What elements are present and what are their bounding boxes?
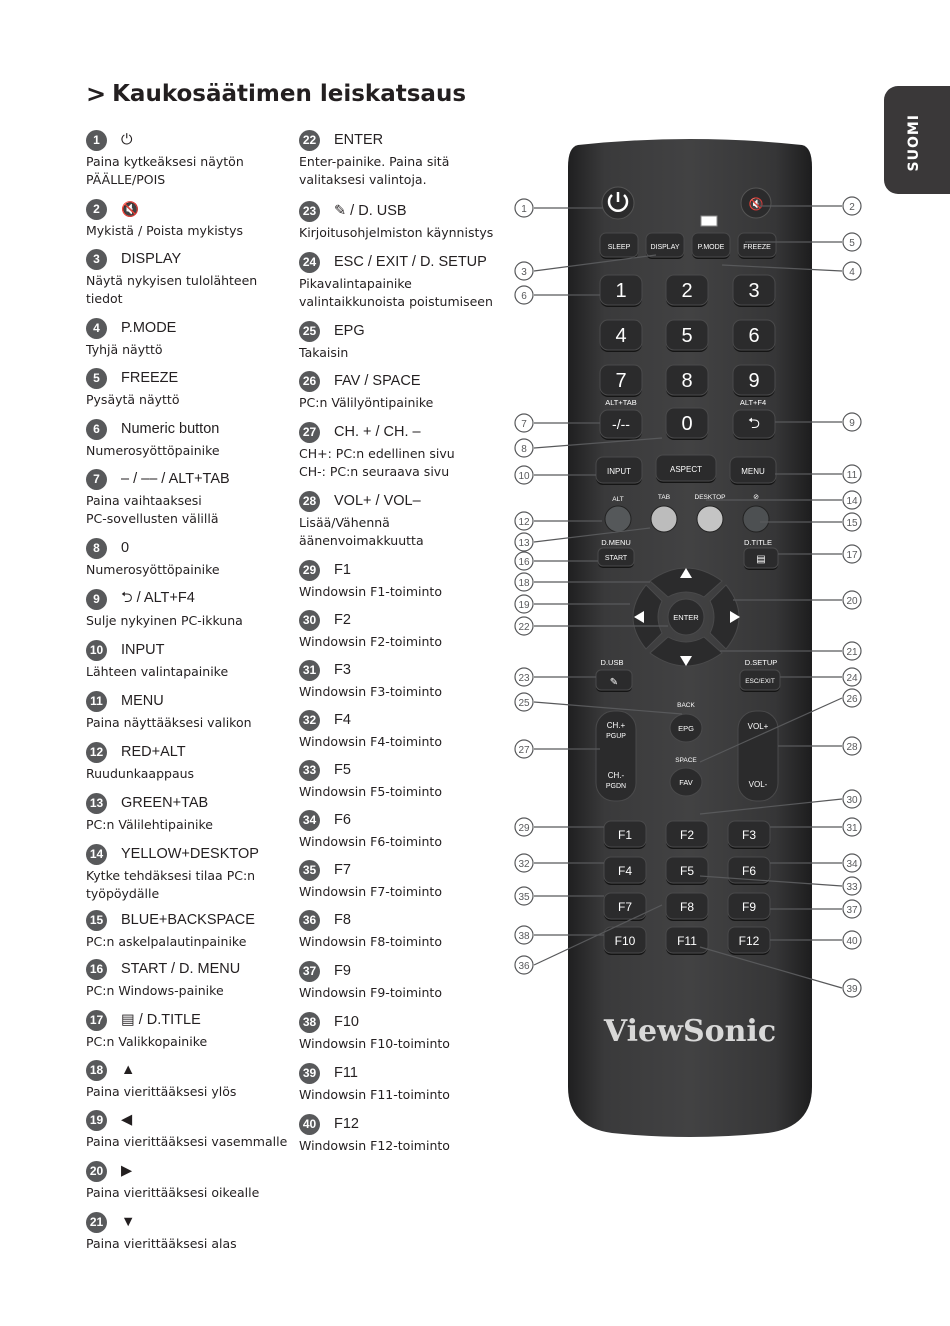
page-title-text: Kaukosäätimen leiskatsaus <box>112 81 467 107</box>
digit-2-label: 2 <box>681 280 693 302</box>
callout-number-badge: 4 <box>86 318 107 339</box>
callout-number-badge: 25 <box>299 321 320 342</box>
close-window-icon: ⮌ <box>747 415 761 432</box>
button-name: F10 <box>334 1014 359 1030</box>
callout-number-badge: 32 <box>299 710 320 731</box>
button-description: PC:n Välilyöntipainike <box>299 395 434 410</box>
callout-number: 39 <box>846 984 858 995</box>
digit-8-label: 8 <box>681 370 693 392</box>
button-description: Mykistä / Poista mykistys <box>86 223 243 238</box>
callout-number-badge: 40 <box>299 1114 320 1135</box>
digit-6-label: 6 <box>748 325 760 347</box>
callout-number-badge: 8 <box>86 538 107 559</box>
callout-number: 10 <box>518 471 530 482</box>
button-name: ▤ / D.TITLE <box>121 1012 201 1028</box>
pgdn-label: PGDN <box>605 783 627 790</box>
button-description: Kytke tehdäksesi tilaa PC:n työpöydälle <box>86 868 256 901</box>
callout-leader-line <box>722 265 842 271</box>
function-key-f1-label: F1 <box>617 828 633 842</box>
button-name: 0 <box>121 540 130 556</box>
callout-number-badge: 17 <box>86 1010 107 1031</box>
callout-number-badge: 34 <box>299 810 320 831</box>
backspace-icon: ⊘ <box>753 494 759 501</box>
button-name: F2 <box>334 612 351 628</box>
callout-number: 38 <box>518 931 530 942</box>
button-name: ▶ <box>121 1163 133 1179</box>
display-button-label: DISPLAY <box>650 244 680 251</box>
button-description: Numerosyöttöpainike <box>86 443 220 458</box>
callout-leader-line <box>534 528 650 542</box>
callout-number: 18 <box>518 578 530 589</box>
callout-number: 36 <box>518 961 530 972</box>
button-name: Numeric button <box>121 421 220 437</box>
callout-number-badge: 36 <box>299 910 320 931</box>
callout-number: 7 <box>521 419 527 430</box>
callout-number-badge: 19 <box>86 1110 107 1131</box>
button-name: F5 <box>334 762 351 778</box>
callout-number: 34 <box>846 859 858 870</box>
aspect-label: ASPECT <box>669 465 703 474</box>
button-description: PC:n Välilehtipainike <box>86 817 213 832</box>
button-name: ✎ / D. USB <box>334 203 407 219</box>
pmode-button-label: P.MODE <box>697 244 725 251</box>
button-name: ▲ <box>121 1062 136 1078</box>
callout-number-badge: 37 <box>299 961 320 982</box>
callout-number: 21 <box>846 647 858 658</box>
ch-plus-label: CH.+ <box>606 721 626 730</box>
function-key-f4-label: F4 <box>617 864 633 878</box>
dsetup-label: D.SETUP <box>744 658 778 667</box>
callout-number: 13 <box>518 538 530 549</box>
button-name: VOL+ / VOL– <box>334 493 421 509</box>
button-description: Windowsin F12-toiminto <box>299 1138 450 1153</box>
chevron-right-icon: > <box>86 80 107 108</box>
function-key-f6-label: F6 <box>741 864 757 878</box>
vol-plus-label: VOL+ <box>747 722 769 731</box>
callout-number-badge: 1 <box>86 130 107 151</box>
button-description: CH+: PC:n edellinen sivu CH-: PC:n seuraava sivu <box>299 446 455 479</box>
callout-number-badge: 12 <box>86 742 107 763</box>
button-description: Sulje nykyinen PC-ikkuna <box>86 613 243 628</box>
callout-number: 3 <box>521 267 527 278</box>
button-description: Windowsin F8-toiminto <box>299 934 442 949</box>
button-description: Paina vierittääksesi oikealle <box>86 1185 260 1200</box>
callout-leader-line <box>534 438 662 448</box>
button-description: PC:n askelpalautinpainike <box>86 934 247 949</box>
button-name: FREEZE <box>121 370 179 386</box>
callout-number-badge: 6 <box>86 419 107 440</box>
button-name: EPG <box>334 323 365 339</box>
function-key-f2-label: F2 <box>679 828 695 842</box>
button-description: Windowsin F7-toiminto <box>299 884 442 899</box>
function-key-f7-label: F7 <box>617 900 633 914</box>
callout-leader-line <box>534 255 656 271</box>
button-name: CH. + / CH. – <box>334 424 421 440</box>
button-name: ▼ <box>121 1214 136 1230</box>
button-description: PC:n Valikkopainike <box>86 1034 208 1049</box>
button-name: F1 <box>334 562 351 578</box>
button-name: ◀ <box>121 1112 133 1128</box>
alt-label: ALT <box>612 496 624 503</box>
button-description: Windowsin F4-toiminto <box>299 734 442 749</box>
fav-label: FAV <box>679 778 693 787</box>
button-name: ⮌ / ALT+F4 <box>121 589 195 606</box>
button-description: Windowsin F10-toiminto <box>299 1036 450 1051</box>
callout-number: 6 <box>521 291 527 302</box>
callout-number: 1 <box>521 204 527 215</box>
button-name: F3 <box>334 662 351 678</box>
button-description: Takaisin <box>299 345 349 360</box>
button-description: Paina näyttääksesi valikon <box>86 715 252 730</box>
button-description: Pysäytä näyttö <box>86 392 180 407</box>
button-description: Enter-painike. Paina sitä valitaksesi valintoja. <box>299 154 450 187</box>
callout-number-badge: 23 <box>299 201 320 222</box>
button-name: ENTER <box>334 132 384 148</box>
dash-label: -/-- <box>612 416 630 432</box>
function-key-f10-label: F10 <box>614 934 636 948</box>
callout-leader-line <box>700 799 842 814</box>
button-name: F11 <box>334 1065 358 1081</box>
button-description: Lähteen valintapainike <box>86 664 229 679</box>
callout-number-badge: 24 <box>299 252 320 273</box>
desktop-label: DESKTOP <box>694 494 726 501</box>
callout-number-badge: 38 <box>299 1012 320 1033</box>
button-description: Windowsin F2-toiminto <box>299 634 442 649</box>
space-label: SPACE <box>675 757 697 764</box>
callout-number: 16 <box>518 557 530 568</box>
back-label: BACK <box>677 702 695 709</box>
button-description: Windowsin F1-toiminto <box>299 584 442 599</box>
input-label: INPUT <box>607 467 631 476</box>
callout-number-badge: 3 <box>86 249 107 270</box>
callout-number-badge: 39 <box>299 1063 320 1084</box>
button-description: Windowsin F11-toiminto <box>299 1087 450 1102</box>
function-key-f5-label: F5 <box>679 864 695 878</box>
button-description: Windowsin F9-toiminto <box>299 985 442 1000</box>
callout-number-badge: 30 <box>299 610 320 631</box>
callout-number-badge: 21 <box>86 1212 107 1233</box>
callout-number: 2 <box>849 202 855 213</box>
button-description: Windowsin F6-toiminto <box>299 834 442 849</box>
button-name: BLUE+BACKSPACE <box>121 912 255 928</box>
callout-number: 35 <box>518 892 530 903</box>
callout-number-badge: 13 <box>86 793 107 814</box>
button-name: 🔇 <box>121 201 140 218</box>
button-name: DISPLAY <box>121 251 182 267</box>
callout-number: 15 <box>846 518 858 529</box>
button-description: Paina vierittääksesi ylös <box>86 1084 237 1099</box>
dusb-label: D.USB <box>600 658 624 667</box>
button-description: Windowsin F5-toiminto <box>299 784 442 799</box>
button-description: Numerosyöttöpainike <box>86 562 220 577</box>
callout-number-badge: 2 <box>86 199 107 220</box>
button-name: MENU <box>121 693 164 709</box>
callout-number-badge: 28 <box>299 491 320 512</box>
button-name: GREEN+TAB <box>121 795 209 811</box>
button-description: Paina vierittääksesi vasemmalle <box>86 1134 288 1149</box>
button-description: Paina vaihtaaksesi PC-sovellusten välillä <box>86 493 219 526</box>
sleep-button-label: SLEEP <box>607 244 631 251</box>
button-name: RED+ALT <box>121 744 186 760</box>
button-description: Ruudunkaappaus <box>86 766 195 781</box>
ch-minus-label: CH.- <box>607 771 625 780</box>
language-tab-label: SUOMI <box>906 114 922 172</box>
callout-number: 26 <box>846 694 858 705</box>
callout-number-badge: 20 <box>86 1161 107 1182</box>
callout-number: 33 <box>846 882 858 893</box>
button-description: PC:n Windows-painike <box>86 983 224 998</box>
callout-number: 19 <box>518 600 530 611</box>
callout-number-badge: 5 <box>86 368 107 389</box>
callout-number-badge: 18 <box>86 1060 107 1081</box>
button-name: P.MODE <box>121 320 177 336</box>
button-name: – / –– / ALT+TAB <box>121 471 230 487</box>
callout-number: 20 <box>846 596 858 607</box>
callout-number: 40 <box>846 936 858 947</box>
button-name: ESC / EXIT / D. SETUP <box>334 254 487 270</box>
callout-number: 27 <box>518 745 530 756</box>
callout-number-badge: 27 <box>299 422 320 443</box>
button-name: F8 <box>334 912 351 928</box>
callout-number: 31 <box>846 823 858 834</box>
callout-number: 4 <box>849 267 855 278</box>
callout-leader-line <box>534 702 682 714</box>
callout-leader-line <box>700 698 842 762</box>
function-key-f12-label: F12 <box>738 934 760 948</box>
menu-key-icon: ▤ <box>756 554 766 565</box>
callout-number-badge: 10 <box>86 640 107 661</box>
callout-number: 23 <box>518 673 530 684</box>
digit-4-label: 4 <box>615 325 627 347</box>
button-description: Kirjoitusohjelmiston käynnistys <box>299 225 494 240</box>
callout-number-badge: 35 <box>299 860 320 881</box>
button-name: F9 <box>334 963 351 979</box>
callout-number-badge: 26 <box>299 371 320 392</box>
button-description: Windowsin F3-toiminto <box>299 684 442 699</box>
callout-number: 8 <box>521 444 527 455</box>
function-key-f11-label: F11 <box>677 934 697 948</box>
digit-7-label: 7 <box>615 370 627 392</box>
escexit-label: ESC/EXIT <box>745 678 775 685</box>
callout-number-badge: 9 <box>86 589 107 610</box>
button-name: FAV / SPACE <box>334 373 421 389</box>
callout-number-badge: 16 <box>86 959 107 980</box>
dtitle-label: D.TITLE <box>744 538 772 547</box>
callout-leader-line <box>700 876 842 886</box>
zero-label: 0 <box>681 413 693 435</box>
pgup-label: PGUP <box>606 733 626 740</box>
button-description: Paina kytkeäksesi näytön PÄÄLLE/POIS <box>86 154 244 187</box>
callout-number: 14 <box>846 496 858 507</box>
alt-f4-label: ALT+F4 <box>739 398 767 407</box>
function-key-f3-label: F3 <box>741 828 757 842</box>
pen-icon: ✎ <box>609 677 619 688</box>
callout-number: 24 <box>846 673 858 684</box>
callout-number: 12 <box>518 517 530 528</box>
button-name: YELLOW+DESKTOP <box>121 846 259 862</box>
digit-9-label: 9 <box>748 370 760 392</box>
enter-label: ENTER <box>673 613 699 622</box>
callout-number-badge: 11 <box>86 691 107 712</box>
callout-number: 9 <box>849 418 855 429</box>
callout-number-badge: 29 <box>299 560 320 581</box>
callout-number-badge: 15 <box>86 910 107 931</box>
callout-number: 11 <box>846 470 858 481</box>
function-key-f9-label: F9 <box>741 900 757 914</box>
menu-label: MENU <box>741 467 765 476</box>
button-description: Lisää/Vähennä äänenvoimakkuutta <box>299 515 424 548</box>
digit-3-label: 3 <box>748 280 760 302</box>
vol-minus-label: VOL- <box>748 780 768 789</box>
button-name: ⏻ <box>121 132 133 148</box>
button-description: Näytä nykyisen tulolähteen tiedot <box>86 273 258 306</box>
button-description: Tyhjä näyttö <box>86 342 163 357</box>
mute-icon: 🔇 <box>748 197 764 211</box>
button-name: F7 <box>334 862 351 878</box>
dmenu-label: D.MENU <box>601 538 631 547</box>
button-name: F6 <box>334 812 351 828</box>
callout-number-badge: 22 <box>299 130 320 151</box>
button-name: START / D. MENU <box>121 961 241 977</box>
button-description: Paina vierittääksesi alas <box>86 1236 237 1251</box>
callout-number: 30 <box>846 795 858 806</box>
epg-label: EPG <box>678 724 694 733</box>
callout-number: 17 <box>846 550 858 561</box>
callout-number-badge: 7 <box>86 469 107 490</box>
digit-1-label: 1 <box>615 280 627 302</box>
callout-number: 22 <box>518 622 530 633</box>
digit-5-label: 5 <box>681 325 693 347</box>
callout-number: 25 <box>518 698 530 709</box>
button-name: F12 <box>334 1116 359 1132</box>
freeze-button-label: FREEZE <box>743 244 771 251</box>
callout-number-badge: 33 <box>299 760 320 781</box>
button-name: INPUT <box>121 642 165 658</box>
callout-number: 29 <box>518 823 530 834</box>
brand-logo: ViewSonic <box>603 1014 777 1049</box>
callout-number: 37 <box>846 905 858 916</box>
start-label: START <box>604 555 628 562</box>
alt-tab-label: ALT+TAB <box>605 398 637 407</box>
callout-number-badge: 31 <box>299 660 320 681</box>
callout-leader-line <box>700 947 842 988</box>
callout-number: 32 <box>518 859 530 870</box>
callout-number: 5 <box>849 238 855 249</box>
button-name: F4 <box>334 712 351 728</box>
button-description: Pikavalintapainike valintaikkunoista poistumiseen <box>299 276 493 309</box>
callout-number: 28 <box>846 742 858 753</box>
callout-number-badge: 14 <box>86 844 107 865</box>
function-key-f8-label: F8 <box>679 900 695 914</box>
tab-label: TAB <box>657 494 671 501</box>
